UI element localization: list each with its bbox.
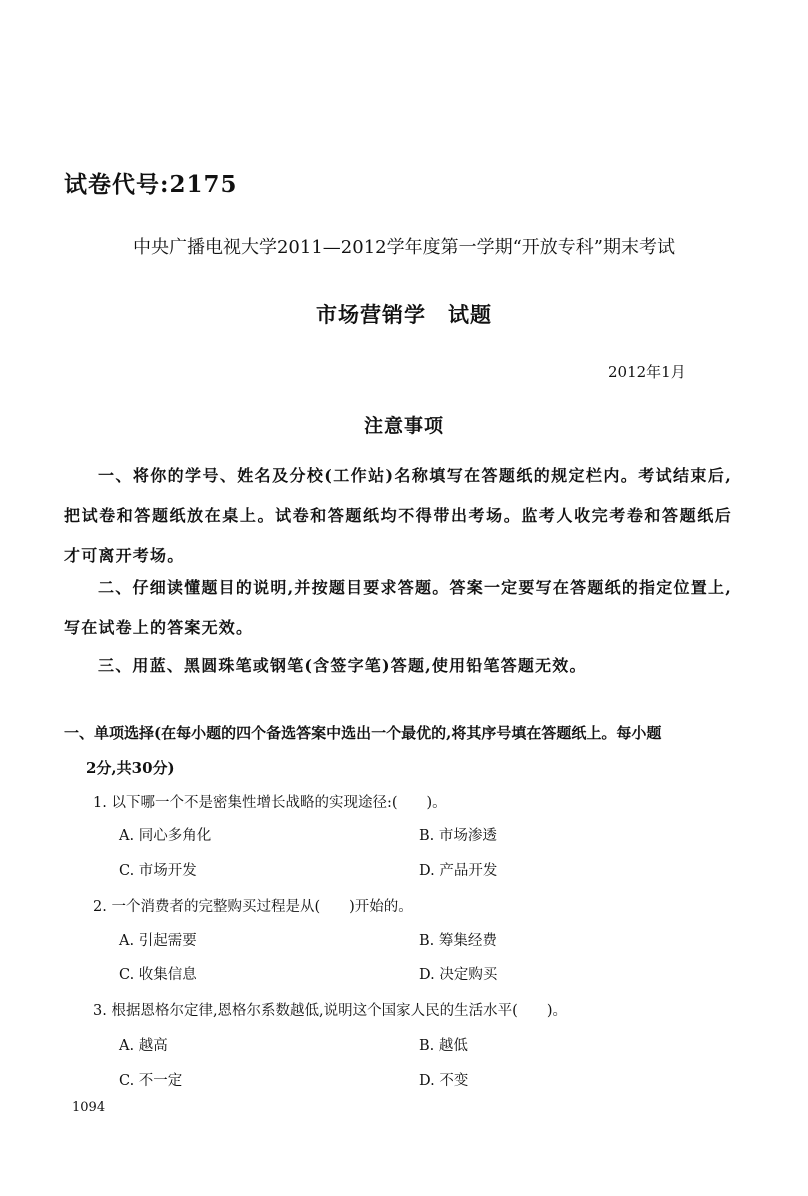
paper-code: 试卷代号:2175: [64, 171, 238, 198]
section-instructions: 一、单项选择(在每小题的四个备选答案中选出一个最优的,将其序号填在答题纸上。每小题: [64, 724, 662, 742]
notice-item-3: 三、用蓝、黑圆珠笔或钢笔(含签字笔)答题,使用铅笔答题无效。: [98, 656, 587, 675]
question-stem: 3. 根据恩格尔定律,恩格尔系数越低,说明这个国家人民的生活水平( )。: [93, 1003, 567, 1019]
option-c: C. 收集信息: [119, 967, 197, 983]
question-stem: 1. 以下哪一个不是密集性增长战略的实现途径:( )。: [93, 795, 447, 811]
notice-heading: 注意事项: [363, 415, 444, 437]
notice-item-2: 二、仔细读懂题目的说明,并按题目要求答题。答案一定要写在答题纸的指定位置上,写在试卷上的答案无效。: [64, 578, 732, 637]
option-b: B. 越低: [419, 1038, 468, 1054]
option-a: A. 引起需要: [119, 933, 197, 949]
exam-title: 中央广播电视大学2011—2012学年度第一学期“开放专科”期末考试: [132, 237, 676, 258]
option-d: D. 不变: [419, 1073, 469, 1089]
notice-item-1: 一、将你的学号、姓名及分校(工作站)名称填写在答题纸的规定栏内。考试结束后,把试卷和答题纸放在桌上。试卷和答题纸均不得带出考场。监考人收完考卷和答题纸后才可离开考场。: [64, 466, 732, 565]
option-b: B. 市场渗透: [419, 828, 497, 844]
option-c: C. 不一定: [119, 1073, 183, 1089]
option-b: B. 筹集经费: [419, 933, 497, 949]
subject-title: 市场营销学 试题: [316, 302, 492, 327]
page-number: 1094: [72, 1100, 106, 1115]
question-stem: 2. 一个消费者的完整购买过程是从( )开始的。: [93, 899, 413, 915]
option-a: A. 越高: [119, 1038, 168, 1054]
exam-date: 2012年1月: [608, 363, 686, 381]
option-c: C. 市场开发: [119, 863, 197, 879]
option-d: D. 产品开发: [419, 863, 498, 879]
section-score: 2分,共30分): [86, 759, 175, 777]
option-a: A. 同心多角化: [119, 828, 212, 844]
option-d: D. 决定购买: [419, 967, 498, 983]
